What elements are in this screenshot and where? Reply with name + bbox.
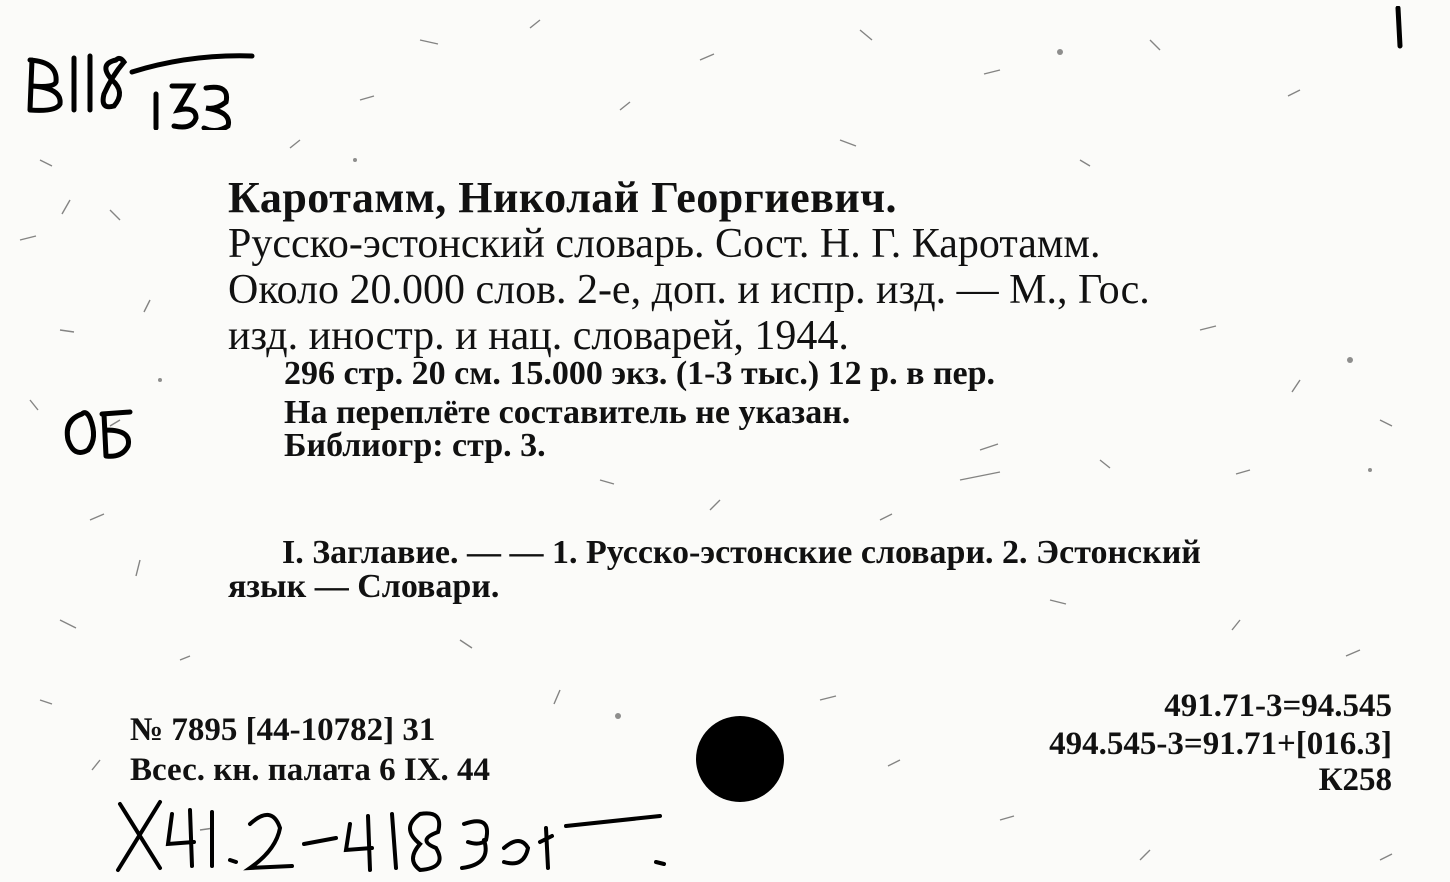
registry-number: № 7895 [44-10782] 31	[130, 712, 436, 748]
handwritten-shelfmark	[20, 40, 260, 130]
tracing-line-1: I. Заглавие. — — 1. Русско-эстонские словари. 2. Эстонский	[282, 534, 1201, 571]
title-line-2: Около 20.000 слов. 2-е, доп. и испр. изд. — М., Гос.	[228, 267, 1150, 313]
handwritten-mark	[60, 400, 140, 464]
physical-description: 296 стр. 20 см. 15.000 экз. (1-3 тыс.) 12 р. в пер.	[284, 355, 996, 392]
handwritten-bottom-code	[100, 784, 680, 880]
handwritten-tick	[1388, 6, 1408, 52]
title-line-3: изд. иностр. и нац. словарей, 1944.	[228, 313, 849, 359]
author-mark: К258	[1318, 762, 1392, 798]
author-heading: Каротамм, Николай Георгиевич.	[228, 173, 898, 222]
classification-bbk: 494.545-3=91.71+[016.3]	[1049, 726, 1392, 762]
classification-udc: 491.71-3=94.545	[1164, 688, 1392, 724]
title-line-1: Русско-эстонский словарь. Сост. Н. Г. Каротамм.	[228, 221, 1101, 267]
registry-chamber: Всес. кн. палата 6 IX. 44	[130, 752, 491, 788]
note-binding: На переплёте составитель не указан.	[284, 394, 851, 431]
note-bibliography: Библиогр: стр. 3.	[284, 427, 546, 464]
tracing-line-2: язык — Словари.	[228, 568, 500, 605]
punch-hole	[696, 716, 784, 802]
